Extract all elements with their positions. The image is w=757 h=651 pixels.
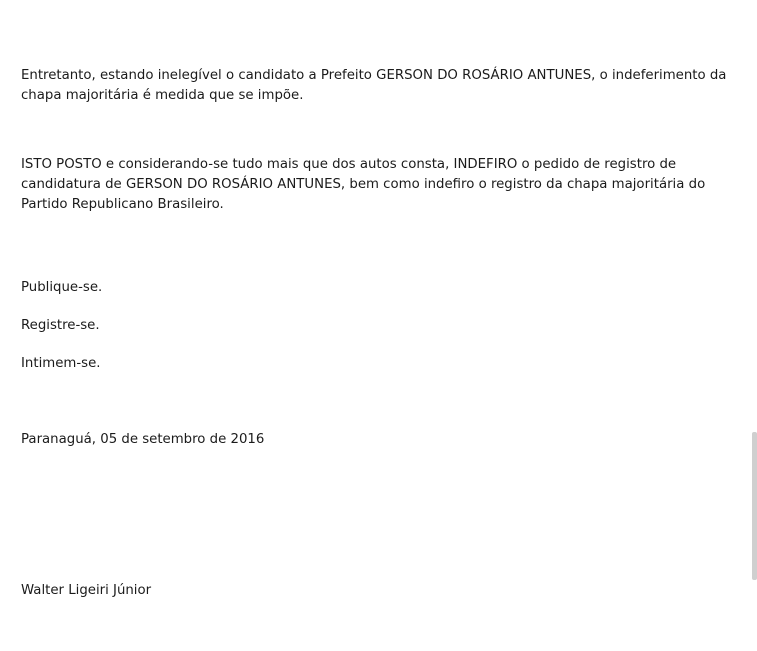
vertical-scrollbar-thumb[interactable] xyxy=(752,432,757,580)
paragraph-local-data: Paranaguá, 05 de setembro de 2016 xyxy=(21,432,265,447)
paragraph-intimem-se: Intimem-se. xyxy=(21,356,101,371)
paragraph-entretanto: Entretanto, estando inelegível o candidato a Prefeito GERSON DO ROSÁRIO ANTUNES, o indeferimento da chapa majoritária é medida que se impõe. xyxy=(21,68,731,104)
paragraph-publique-se: Publique-se. xyxy=(21,280,103,295)
paragraph-isto-posto: ISTO POSTO e considerando-se tudo mais que dos autos consta, INDEFIRO o pedido de registro de candidatura de GERSON DO ROSÁRIO ANTUNES, bem como indefiro o registro da chapa majoritária do Partido Republicano Brasileiro. xyxy=(21,157,710,213)
paragraph-registre-se: Registre-se. xyxy=(21,318,100,333)
paragraph-signature-name: Walter Ligeiri Júnior xyxy=(21,583,152,598)
vertical-scrollbar-track[interactable] xyxy=(751,0,757,651)
page-top-edge xyxy=(0,0,757,1)
